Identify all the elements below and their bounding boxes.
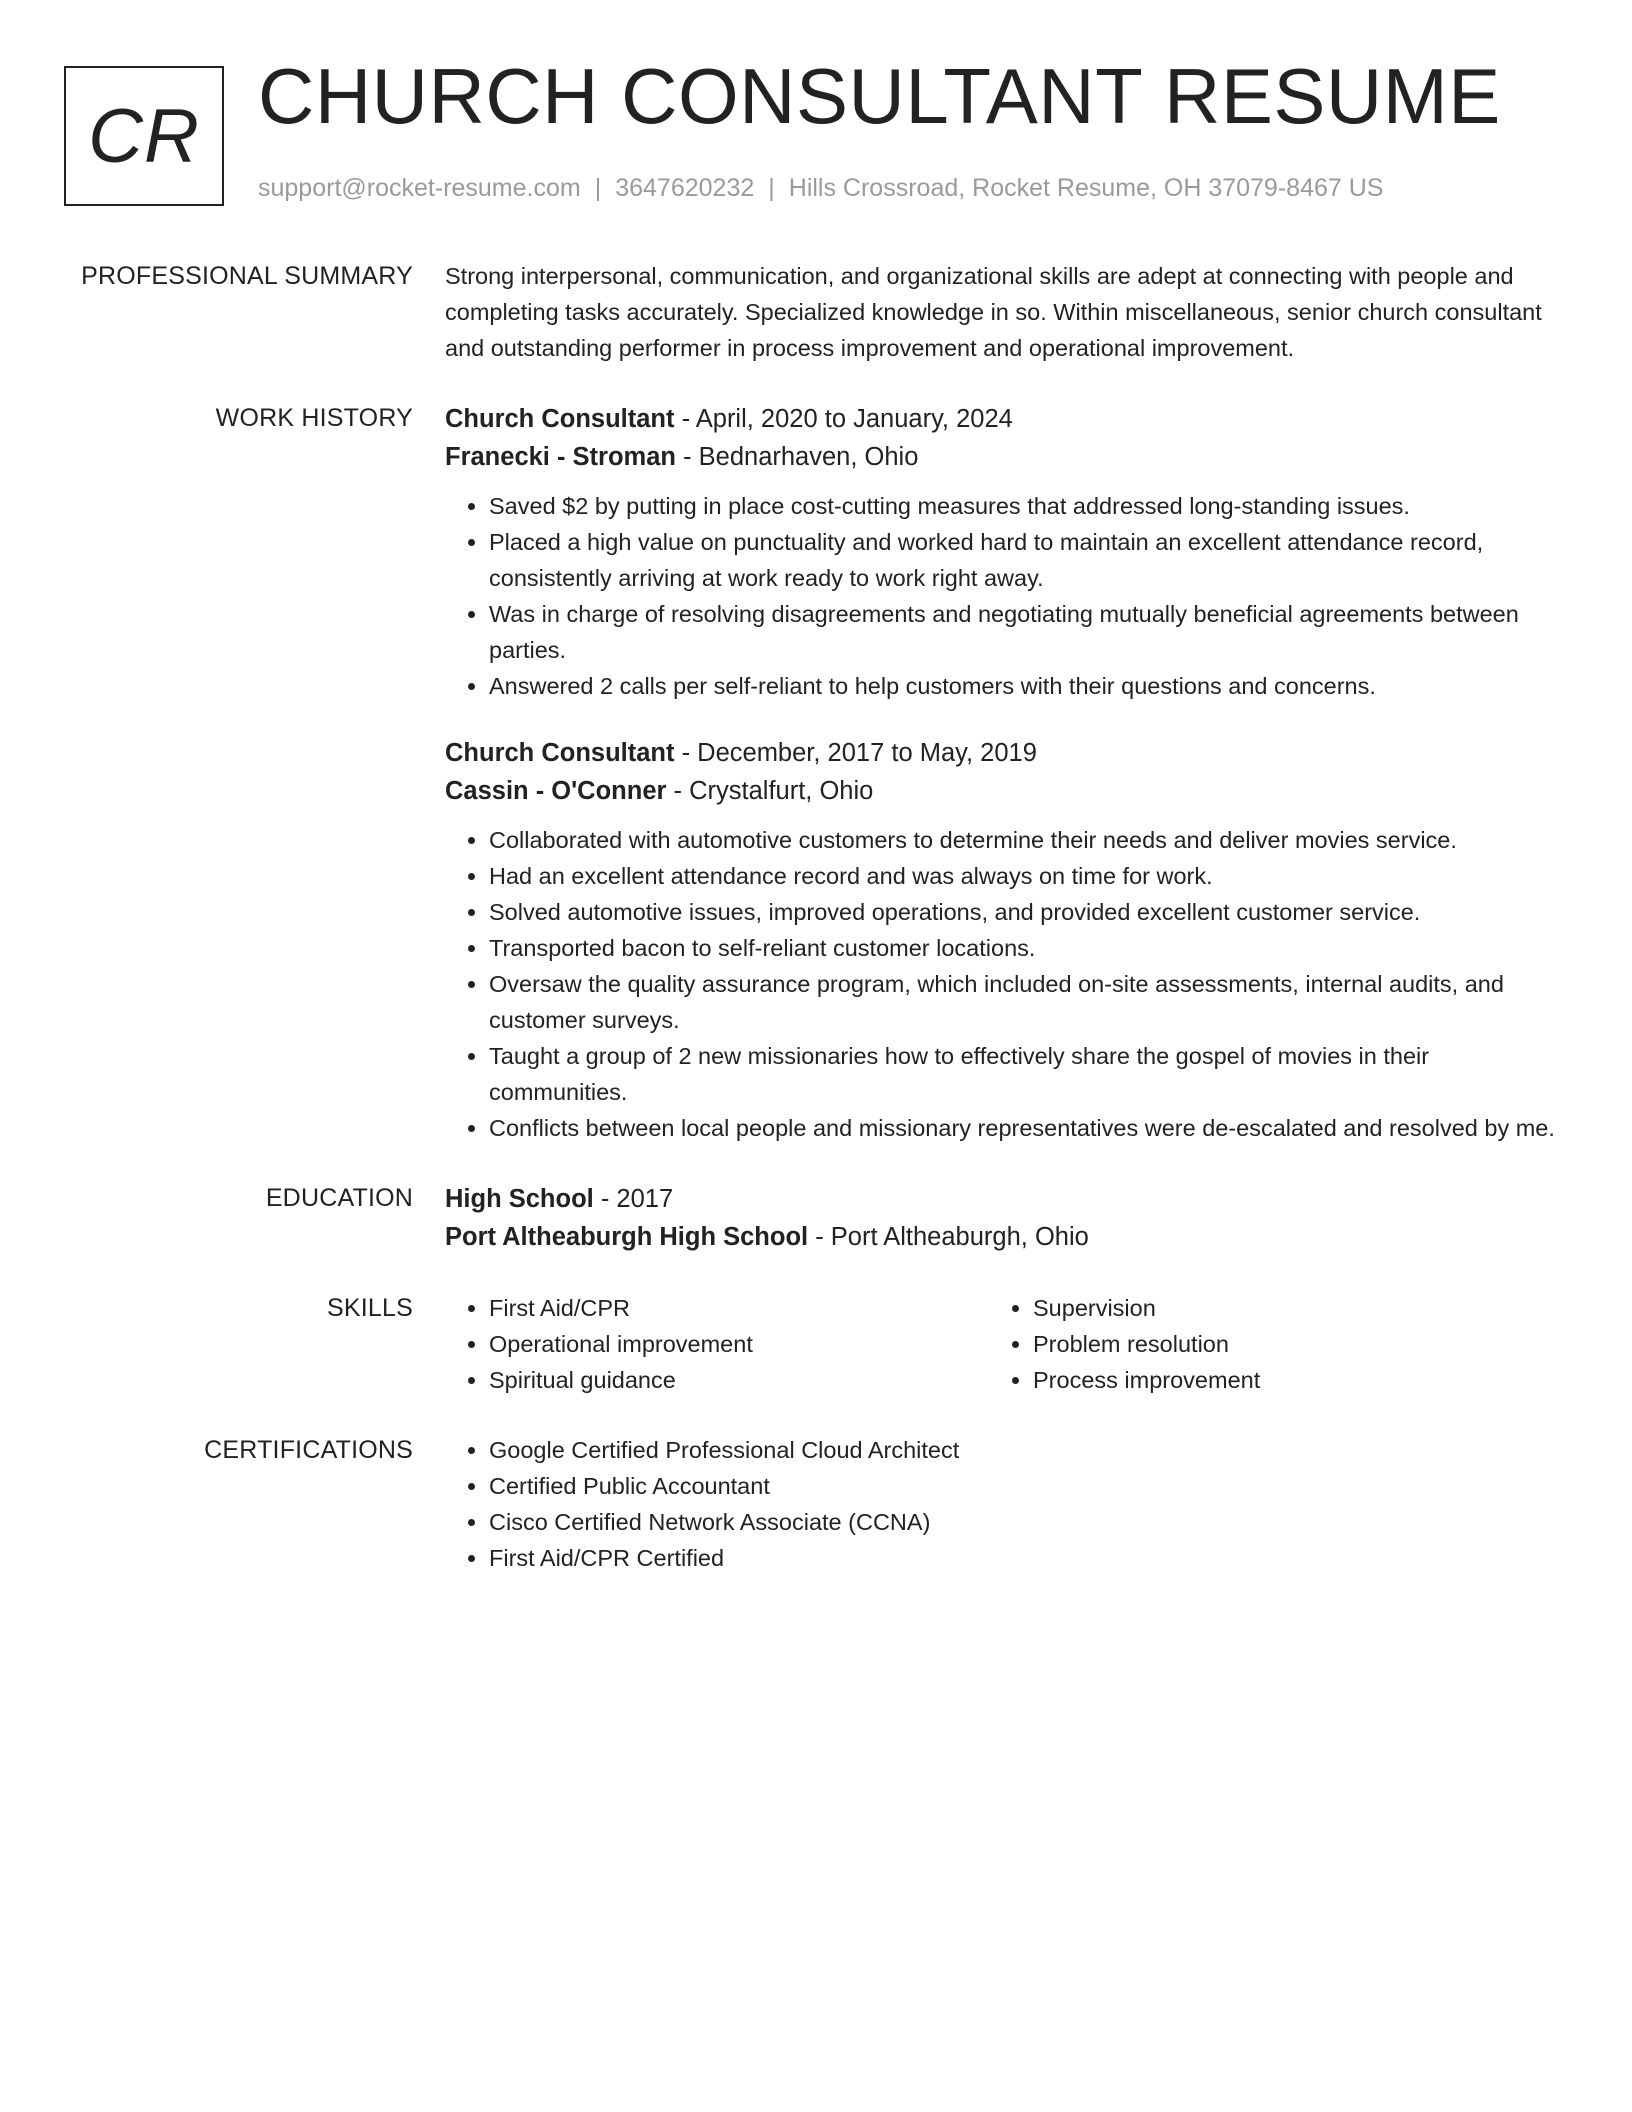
skills-column-left [445, 1290, 989, 1398]
job-company-line [445, 772, 1555, 810]
monogram-badge: CR [64, 66, 224, 206]
education-degree-line [445, 1180, 1555, 1218]
contact-separator: | [594, 174, 602, 202]
section-skills [0, 1290, 1632, 1398]
education-location: - Port Altheaburgh, Ohio [808, 1223, 1089, 1251]
contact-address: Hills Crossroad, Rocket Resume, OH 37079-8467 US [788, 174, 1384, 202]
list-item: • Supervision [1033, 1290, 1533, 1326]
list-item: • Problem resolution [1033, 1326, 1533, 1362]
job-role-line [445, 400, 1555, 438]
list-item: • Oversaw the quality assurance program, which included on-site assessments, internal audits, and customer surveys. [489, 966, 1555, 1038]
list-item: • First Aid/CPR [489, 1290, 989, 1326]
list-item: • Had an excellent attendance record and was always on time for work. [489, 858, 1555, 894]
contact-separator: | [768, 174, 775, 202]
section-body [445, 1180, 1555, 1256]
summary-text: Strong interpersonal, communication, and organizational skills are adept at connecting with people and completing tasks accurately. Specialized knowledge in so. Within miscellaneous, senior church consultant and outstanding performer in process improvement and operational improvement. [445, 263, 1542, 361]
job-entry [445, 734, 1555, 1146]
job-dates: - December, 2017 to May, 2019 [674, 739, 1037, 767]
list-item: • Conflicts between local people and missionary representatives were de-escalated and resolved by me. [489, 1110, 1555, 1146]
list-item: • Cisco Certified Network Associate (CCNA) [489, 1504, 1555, 1540]
skills-column-right [989, 1290, 1533, 1398]
list-item: • Collaborated with automotive customers to determine their needs and deliver movies service. [489, 822, 1555, 858]
job-location: - Bednarhaven, Ohio [675, 443, 919, 471]
list-item: • Answered 2 calls per self-reliant to help customers with their questions and concerns. [489, 668, 1555, 704]
section-education [0, 1180, 1632, 1256]
section-title: WORK HISTORY [215, 404, 413, 432]
list-item: • Operational improvement [489, 1326, 989, 1362]
list-item: • Certified Public Accountant [489, 1468, 1555, 1504]
job-company: Franecki - Stroman [445, 443, 676, 471]
job-entry [445, 400, 1555, 704]
education-school-line [445, 1218, 1555, 1256]
section-body [445, 1432, 1555, 1576]
contact-line [258, 174, 1383, 203]
education-year: - 2017 [593, 1185, 674, 1213]
list-item: • Process improvement [1033, 1362, 1533, 1398]
job-bullets [445, 488, 1555, 704]
education-school: Port Altheaburgh High School [445, 1223, 809, 1251]
list-item: • Transported bacon to self-reliant customer locations. [489, 930, 1555, 966]
section-title: EDUCATION [265, 1184, 413, 1212]
section-body [445, 400, 1555, 1146]
resume-sections [0, 258, 1632, 1610]
job-role: Church Consultant [445, 405, 675, 433]
section-body [445, 258, 1555, 366]
list-item: • Solved automotive issues, improved operations, and provided excellent customer service. [489, 894, 1555, 930]
list-item: • Saved $2 by putting in place cost-cutting measures that addressed long-standing issues. [489, 488, 1555, 524]
section-certifications [0, 1432, 1632, 1576]
job-role: Church Consultant [445, 739, 675, 767]
job-dates: - April, 2020 to January, 2024 [674, 405, 1013, 433]
list-item: • Placed a high value on punctuality and worked hard to maintain an excellent attendance record, consistently arriving at work ready to work right away. [489, 524, 1555, 596]
certifications-list [445, 1432, 1555, 1576]
section-body [445, 1290, 1555, 1398]
list-item: • Was in charge of resolving disagreements and negotiating mutually beneficial agreements between parties. [489, 596, 1555, 668]
section-title: CERTIFICATIONS [204, 1436, 413, 1464]
contact-phone: 3647620232 [615, 174, 755, 202]
job-company: Cassin - O'Conner [445, 777, 667, 805]
contact-email: support@rocket-resume.com [258, 174, 581, 202]
section-title: PROFESSIONAL SUMMARY [81, 262, 413, 290]
education-degree: High School [445, 1185, 594, 1213]
job-company-line [445, 438, 1555, 476]
job-location: - Crystalfurt, Ohio [666, 777, 874, 805]
skills-grid [445, 1290, 1555, 1398]
list-item: • Spiritual guidance [489, 1362, 989, 1398]
section-professional-summary [0, 258, 1632, 366]
job-role-line [445, 734, 1555, 772]
section-title: SKILLS [327, 1294, 413, 1322]
list-item: • First Aid/CPR Certified [489, 1540, 1555, 1576]
list-item: • Taught a group of 2 new missionaries how to effectively share the gospel of movies in their communities. [489, 1038, 1555, 1110]
job-bullets [445, 822, 1555, 1146]
resume-title: CHURCH CONSULTANT RESUME [258, 52, 1501, 140]
list-item: • Google Certified Professional Cloud Architect [489, 1432, 1555, 1468]
section-work-history [0, 400, 1632, 1146]
